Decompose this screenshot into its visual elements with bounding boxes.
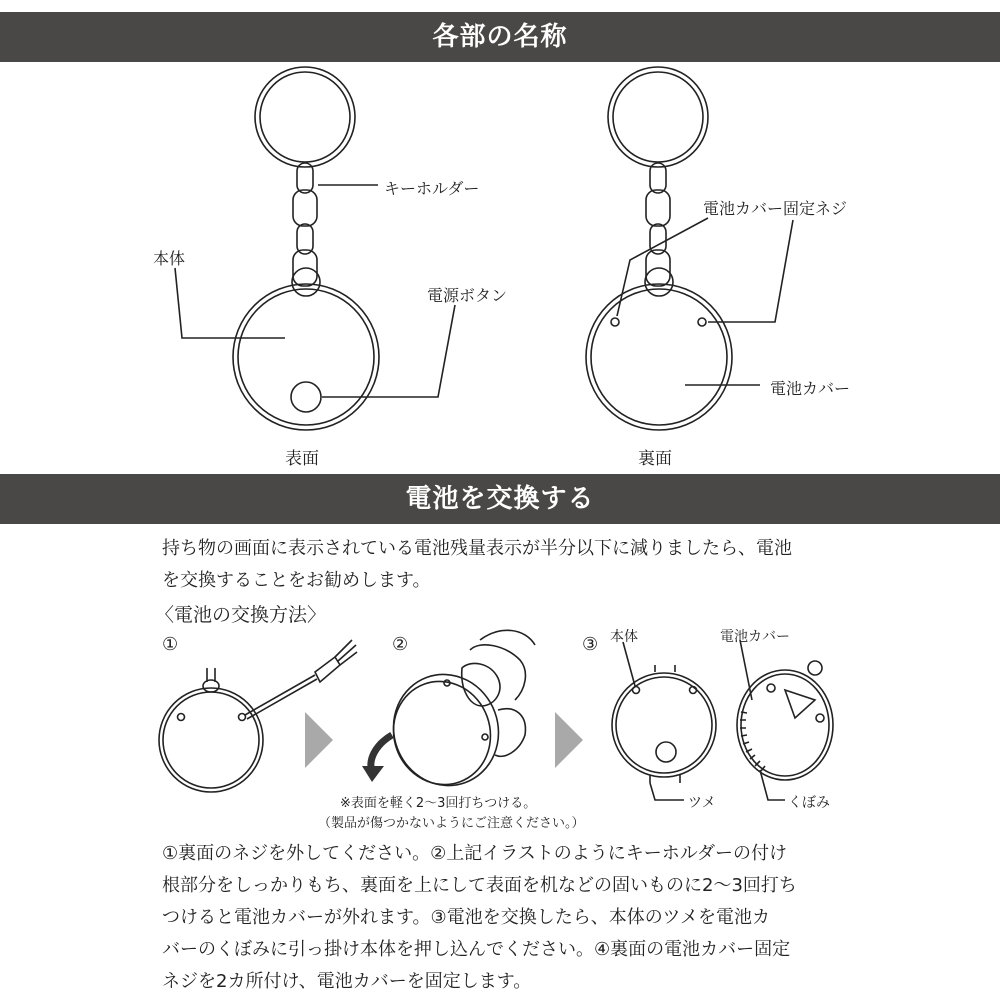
instruction-line: 根部分をしっかりもち、裏面を上にして表面を机などの固いものに2〜3回打ち (162, 875, 797, 896)
step2-note-line2: （製品が傷つかないようにご注意ください。） (318, 816, 585, 831)
intro-line: を交換することをお勧めします。 (162, 570, 431, 591)
section-header-battery-replacement: 電池を交換する (0, 474, 1000, 524)
step1-illustration (159, 640, 357, 792)
instruction-line: ネジを2カ所付け、電池カバーを固定します。 (162, 971, 532, 992)
front-view-illustration (175, 67, 455, 430)
step2-number: ② (392, 634, 409, 655)
instruction-line: ①裏面のネジを外してください。②上記イラストのようにキーホルダーの付け (162, 843, 788, 864)
method-heading: 〈電池の交換方法〉 (155, 604, 327, 626)
power-button-label: 電源ボタン (427, 286, 508, 305)
step3-number: ③ (582, 634, 599, 655)
step3-notch-label: くぼみ (788, 795, 830, 811)
step3-tab-label: ツメ (688, 795, 716, 811)
step2-illustration (362, 630, 535, 800)
instruction-line: バーのくぼみに引っ掛け本体を押し込んでください。④裏面の電池カバー固定 (162, 939, 791, 960)
step3-illustration (612, 640, 833, 800)
battery-cover-screw-label: 電池カバー固定ネジ (703, 199, 848, 218)
body-label: 本体 (153, 249, 186, 268)
battery-cover-label: 電池カバー (770, 379, 851, 398)
step-arrow-1 (305, 712, 333, 768)
intro-paragraph (162, 533, 862, 597)
back-view-illustration (586, 67, 793, 430)
section-header-part-names: 各部の名称 (0, 12, 1000, 62)
keyholder-label: キーホルダー (384, 179, 480, 198)
step1-number: ① (162, 634, 179, 655)
back-caption: 裏面 (638, 449, 672, 469)
step2-note-line1: ※表面を軽く2〜3回打ちつける。 (340, 796, 537, 811)
front-caption: 表面 (285, 449, 319, 469)
instruction-line: つけると電池カバーが外れます。③電池を交換したら、本体のツメを電池カ (162, 907, 770, 928)
step3-battery-cover-label: 電池カバー (720, 629, 790, 645)
instructions-paragraph (162, 838, 862, 998)
intro-line: 持ち物の画面に表示されている電池残量表示が半分以下に減りましたら、電池 (162, 538, 792, 559)
step-arrow-2 (555, 712, 583, 768)
step3-body-label: 本体 (610, 629, 638, 645)
